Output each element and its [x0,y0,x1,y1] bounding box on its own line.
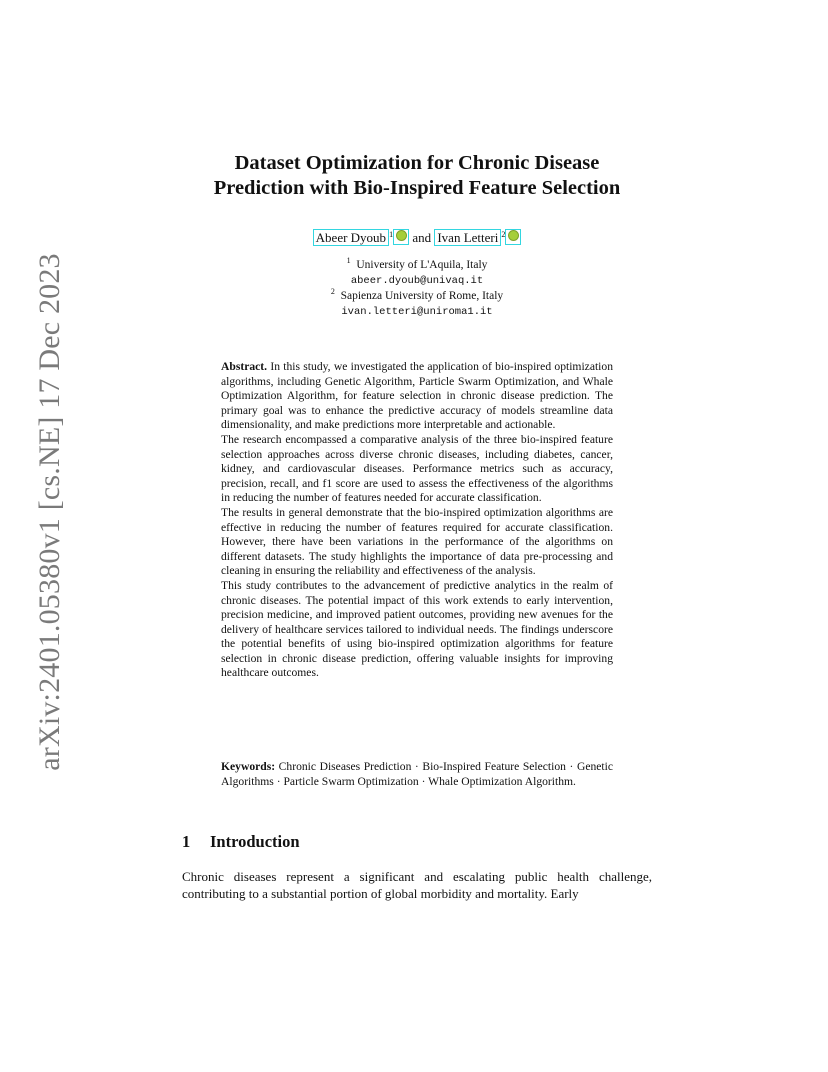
affiliation-1 [150,258,684,274]
abstract-paragraph-2: The research encompassed a comparative analysis of the three bio-inspired feature selection approaches across diverse chronic diseases, including diabetes, cancer, kidney, and cardiovascular diseases. Performance metrics such as accuracy, precision, recall, and f1 score are used to assess the effectiveness of the algorithms in reducing the number of features needed for accurate classification. [221,432,613,505]
affiliation-sup-1: 1 [346,256,351,265]
orcid-link-1[interactable] [393,229,409,245]
orcid-icon[interactable] [396,230,407,241]
orcid-icon[interactable] [508,230,519,241]
keywords-text: Chronic Diseases Prediction · Bio-Inspired Feature Selection · Genetic Algorithms · Particle Swarm Optimization · Whale Optimization Algorithm. [221,760,613,788]
affiliations [150,258,684,320]
author-list [150,229,684,247]
affiliation-name-2: Sapienza University of Rome, Italy [340,290,504,302]
keywords-label: Keywords: [221,760,276,773]
affiliation-name-1: University of L'Aquila, Italy [356,259,488,271]
abstract-paragraph-3: The results in general demonstrate that the bio-inspired optimization algorithms are effective in reducing the number of features required for accurate classification. However, there have been variations in the performance of the algorithms on different datasets. The study highlights the importance of data pre-processing and cleaning in ensuring the reliability and effectiveness of the analysis. [221,505,613,578]
introduction-text [182,868,652,902]
author-sup-2: 2 [501,230,506,239]
author-link-2[interactable] [434,229,501,246]
author-link-1[interactable] [313,229,389,246]
author-name-1[interactable]: Abeer Dyoub [315,230,387,245]
affiliation-sup-2: 2 [330,287,335,296]
author-sup-1: 1 [389,230,394,239]
paper-title [150,151,684,201]
abstract [221,360,613,681]
abstract-label: Abstract. [221,360,268,373]
affiliation-2 [150,289,684,305]
section-number: 1 [182,832,191,851]
section-heading [182,832,300,852]
authors-and: and [412,230,432,245]
arxiv-stamp-text: arXiv:2401.05380v1 [cs.NE] 17 Dec 2023 [33,253,66,771]
abstract-paragraph-1 [221,360,613,433]
intro-paragraph: Chronic diseases represent a significant and escalating public health challenge, contributing to a substantial portion of global morbidity and mortality. Early [182,869,652,901]
section-title: Introduction [210,832,300,851]
title-line-1: Dataset Optimization for Chronic Disease [234,152,600,174]
affiliation-email-1: abeer.dyoub@univaq.it [350,274,484,287]
abstract-paragraph-4: This study contributes to the advancement of predictive analytics in the realm of chronic diseases. The potential impact of this work extends to early intervention, precision medicine, and improved patient outcomes, providing new avenues for the delivery of healthcare services tailored to individual needs. The findings underscore the potential benefits of using bio-inspired optimization algorithms for feature selection in chronic disease prediction, offering valuable insights for improving healthcare outcomes. [221,578,613,680]
title-line-2: Prediction with Bio-Inspired Feature Selection [213,177,621,199]
keywords [221,760,613,789]
affiliation-email-2: ivan.letteri@uniroma1.it [341,305,493,318]
author-name-2[interactable]: Ivan Letteri [437,230,499,245]
abstract-text-1: In this study, we investigated the application of bio-inspired optimization algorithms, including Genetic Algorithm, Particle Swarm Optimization, and Whale Optimization Algorithm, for feature selection in chronic disease prediction. The primary goal was to enhance the predictive accuracy of models streamline data dimensionality, and make predictions more interpretable and actionable. [221,360,613,432]
orcid-link-2[interactable] [505,229,521,245]
